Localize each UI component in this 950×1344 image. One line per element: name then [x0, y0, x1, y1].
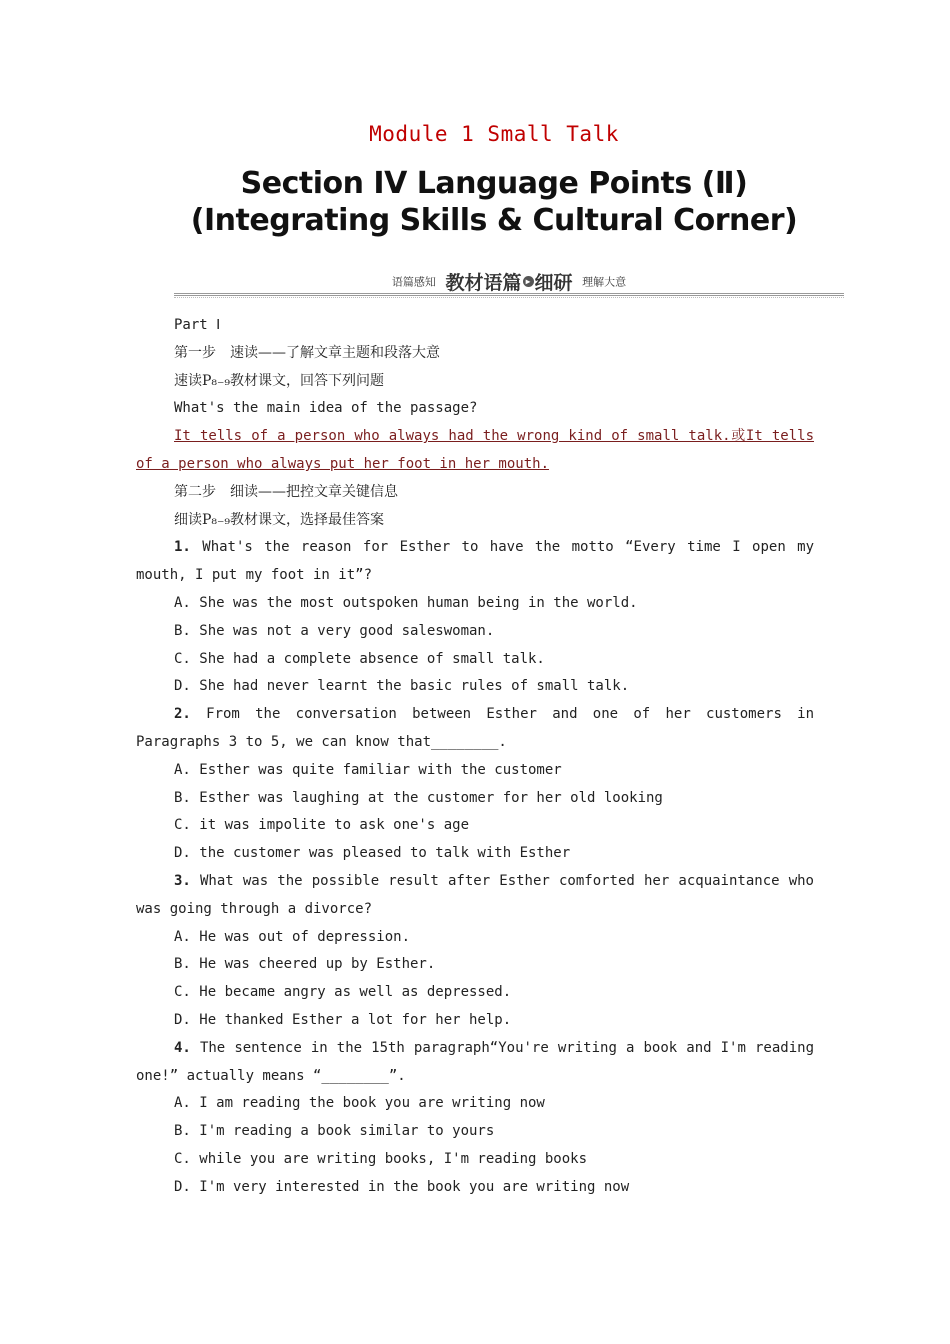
step2-instruction: 细读P₈₋₉教材课文，选择最佳答案 [174, 511, 385, 528]
question-number: 4. [174, 1039, 191, 1056]
option-d: D. She had never learnt the basic rules of small talk. [174, 678, 630, 695]
banner-left-label: 语篇感知 [391, 275, 436, 289]
banner-divider-dotted [174, 297, 844, 298]
option-b: B. I'm reading a book similar to yours [174, 1123, 495, 1140]
option-d: D. the customer was pleased to talk with Esther [174, 845, 571, 862]
option-c: C. while you are writing books, I'm reading books [174, 1150, 588, 1167]
section-banner [174, 268, 844, 298]
option-d: D. He thanked Esther a lot for her help. [174, 1011, 512, 1028]
option-a: A. She was the most outspoken human being in the world. [174, 594, 638, 611]
question-1 [136, 534, 814, 701]
module-title: Module 1 Small Talk [369, 122, 619, 146]
question-stem [136, 1035, 814, 1091]
arrow-icon: ▶ [523, 276, 534, 287]
option-c: C. He became angry as well as depressed. [174, 984, 512, 1001]
banner-main-label-2: 细研 [534, 272, 573, 294]
question-text: What's the reason for Esther to have the motto “Every time I open my mouth, I put my foot in it”? [136, 539, 814, 584]
step1-instruction: 速读P₈₋₉教材课文，回答下列问题 [174, 372, 385, 389]
question-text: What was the possible result after Esther comforted her acquaintance who was going through a divorce? [136, 872, 814, 917]
question-stem [136, 868, 814, 924]
question-number: 1. [174, 539, 191, 556]
option-d: D. I'm very interested in the book you are writing now [174, 1178, 630, 1195]
step1-answer-paragraph [136, 423, 814, 479]
question-2 [136, 701, 814, 868]
question-stem [136, 701, 814, 757]
banner-right-label: 理解大意 [582, 275, 627, 289]
question-stem [136, 534, 814, 590]
part-heading: Part Ⅰ [174, 317, 221, 333]
question-number: 2. [174, 706, 191, 723]
step1-question: What's the main idea of the passage? [174, 400, 478, 417]
option-b: B. He was cheered up by Esther. [174, 956, 436, 973]
question-text: The sentence in the 15th paragraph“You're writing a book and I'm reading one!” actually means “________”. [136, 1039, 814, 1084]
step1-title: 第一步 速读——了解文章主题和段落大意 [174, 344, 440, 361]
main-content [136, 312, 814, 1202]
option-a: A. Esther was quite familiar with the customer [174, 761, 562, 778]
option-b: B. She was not a very good saleswoman. [174, 622, 495, 639]
banner-main-label-1: 教材语篇 [445, 272, 522, 294]
question-4 [136, 1035, 814, 1202]
option-b: B. Esther was laughing at the customer for her old looking [174, 789, 663, 806]
step1-answer: It tells of a person who always had the wrong kind of small talk.或It tells of a person who always put her foot in her mouth. [136, 428, 814, 472]
banner-divider [174, 293, 844, 296]
question-number: 3. [174, 872, 191, 889]
option-a: A. He was out of depression. [174, 928, 411, 945]
question-3 [136, 868, 814, 1035]
section-title: Section IV Language Points (Ⅱ) (Integrating Skills & Cultural Corner) [190, 166, 798, 238]
option-c: C. She had a complete absence of small talk. [174, 650, 545, 667]
step2-title: 第二步 细读——把控文章关键信息 [174, 483, 398, 500]
option-a: A. I am reading the book you are writing now [174, 1095, 545, 1112]
option-c: C. it was impolite to ask one's age [174, 817, 470, 834]
question-text: From the conversation between Esther and one of her customers in Paragraphs 3 to 5, we can know that________. [136, 706, 815, 750]
